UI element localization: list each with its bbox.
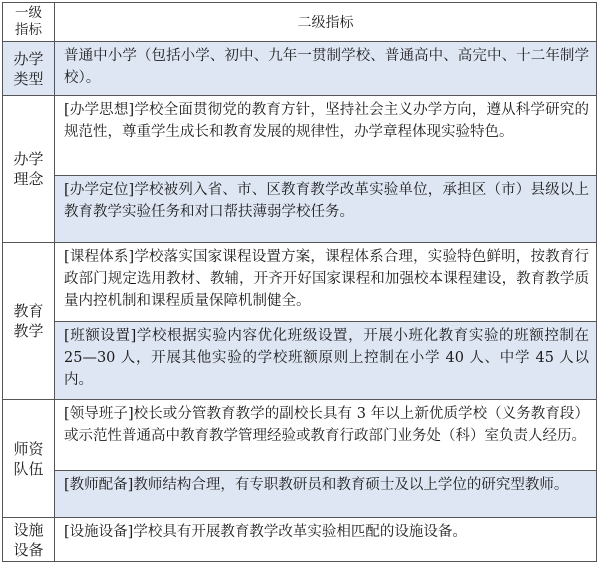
category-line1: 办学 [13,150,44,168]
category-line2: 队伍 [13,459,44,478]
subindicator-cell [55,518,597,562]
category-cell [3,42,55,96]
category-cell [3,96,55,243]
subindicator-item [55,96,596,175]
subindicator-label: [设施设备] [64,524,134,540]
subindicator-text: 学校被列入省、市、区教育教学改革实验单位，承担区（市）县级以上教育教学实验任务和对口帮扶薄弱学校任务。 [64,181,589,220]
subindicator-text: 校长或分管教育教学的副校长具有 3 年以上新优质学校（义务教育段）或示范性普通高中教育教学管理经验或教育行政部门业务处（科）室负责人经历。 [64,406,589,444]
category-line1: 教育 [13,302,44,320]
subindicator-text: 学校根据实验内容优化班级设置，开展小班化教育实验的班额控制在 25—30 人，开展其他实验的学校班额原则上控制在小学 40 人、中学 45 人以内。 [64,327,589,388]
category-line2: 类型 [13,69,44,88]
category-cell [3,243,55,400]
subindicator-item [55,175,596,242]
indicator-table [2,2,597,562]
header-level1 [3,3,55,42]
category-line2: 设备 [13,540,44,559]
subindicator-text: 教师结构合理，有专职教研员和教育硕士及以上学位的研究型教师。 [133,477,569,493]
subindicator-item [55,243,596,321]
subindicator-cell [55,96,597,243]
subindicator-text: 学校全面贯彻党的教育方针，坚持社会主义办学方向，遵从科学研究的规范性，尊重学生成长和教育发展的规律性，办学章程体现实验特色。 [64,102,589,140]
subindicator-label: [教师配备] [64,477,134,493]
category-cell [3,518,55,562]
subindicator-cell [55,42,597,96]
table-row [3,42,597,96]
subindicator-label: [班额设置] [64,327,137,344]
subindicator-text: 学校落实国家课程设置方案，课程体系合理，实验特色鲜明，按教育行政部门规定选用教材、教辅，开齐开好国家课程和加强校本课程建设，教育教学质量内控机制和课程质量保障机制健全。 [64,249,589,309]
subindicator-text: 学校具有开展教育教学改革实验相匹配的设施设备。 [133,524,467,540]
category-line1: 办学 [13,49,44,68]
subindicator-cell [55,400,597,518]
header-level1-line1: 一级 [15,5,42,21]
subindicator-item [55,470,596,517]
category-line1: 设施 [13,520,44,539]
table-row [3,400,597,518]
subindicator-label: [课程体系] [64,249,135,265]
category-line2: 理念 [13,170,44,188]
subindicator-item [55,518,596,561]
subindicator-text: 普通中小学（包括小学、初中、九年一贯制学校、普通高中、高完中、十二年制学校）。 [64,48,589,86]
table-row [3,243,597,400]
subindicator-label: [领导班子] [64,406,134,422]
header-level1-line2: 指标 [15,22,42,38]
table-header-row [3,3,597,42]
table-row [3,96,597,243]
subindicator-label: [办学定位] [64,181,135,198]
subindicator-item [55,42,596,95]
subindicator-item [55,400,596,470]
category-line1: 师资 [13,439,44,458]
subindicator-label: [办学思想] [64,102,135,118]
subindicator-item [55,321,596,400]
table-row [3,518,597,562]
header-level2: 二级指标 [55,3,597,42]
subindicator-cell [55,243,597,400]
category-cell [3,400,55,518]
category-line2: 教学 [13,322,44,340]
